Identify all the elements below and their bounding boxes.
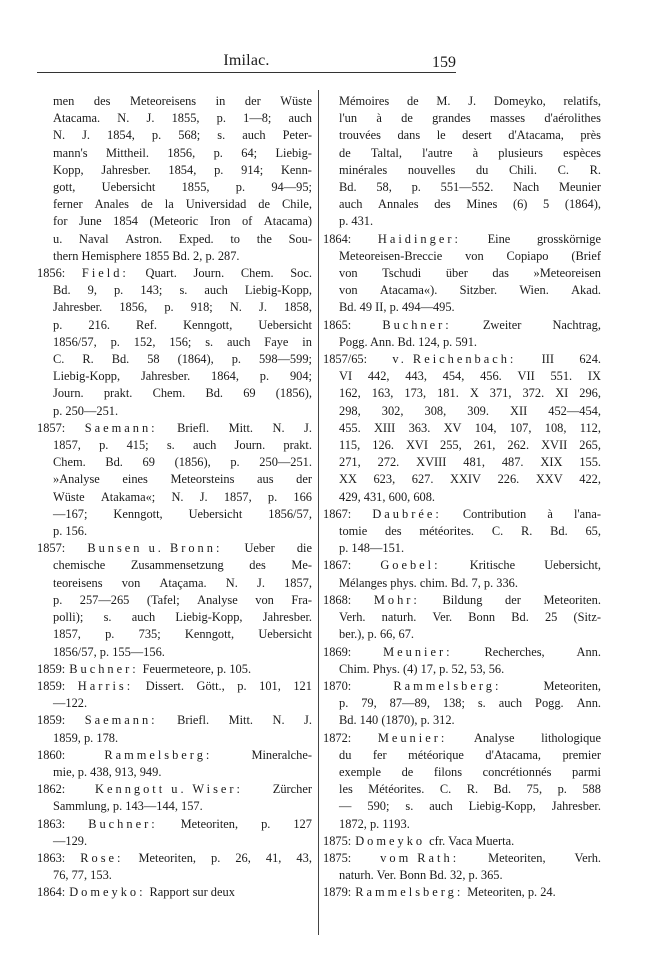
text-line: 1868: Mohr: Bildung der Meteoriten. — [323, 592, 601, 609]
text-line: 1863: Rose: Meteoriten, p. 26, 41, 43, — [37, 850, 312, 867]
column-divider — [318, 90, 319, 935]
text-line: 1860: Rammelsberg: Mineralche- — [37, 747, 312, 764]
text-line: 1859, p. 178. — [53, 730, 119, 745]
entry-year: 1879: — [323, 885, 352, 900]
entry-author: Bunsen u. Bronn: — [87, 541, 223, 556]
text-line: 1872, p. 1193. — [339, 816, 410, 831]
text-line: gott, Uebersicht 1855, p. 94—95; — [53, 180, 312, 195]
page-number: 159 — [432, 54, 456, 71]
text-line: 1859: Harris: Dissert. Gött., p. 101, 121 — [37, 678, 312, 695]
entry-author: Rammelsberg: — [393, 678, 502, 693]
text-line: 1864: Domeyko: Rapport sur deux — [37, 884, 312, 901]
text-line: Jahresber. 1856, p. 918; N. J. 1858, — [53, 300, 312, 315]
text-line: les Météorites. C. R. Bd. 75, p. 588 — [339, 782, 601, 797]
text-line: p. 156. — [53, 524, 88, 539]
text-line: —129. — [53, 833, 88, 848]
text-line: polli); s. auch Liebig-Kopp, Jahresber. — [53, 610, 312, 625]
entry-year: 1857: — [37, 420, 66, 435]
continued-paragraph — [339, 93, 601, 231]
text-line: N. J. 1854, p. 568; s. auch Peter- — [53, 128, 312, 143]
entry-year: 1863: — [37, 816, 66, 831]
bibliography-entry — [37, 747, 312, 781]
text-line: 1859: Saemann: Briefl. Mitt. N. J. — [37, 712, 312, 729]
text-line: von Tschudi über das »Meteoreisen — [339, 266, 601, 281]
entry-year: 1867: — [323, 506, 352, 521]
bibliography-entry — [323, 884, 601, 901]
text-line: Bd. 58, p. 551—552. Nach Meunier — [339, 180, 601, 195]
bibliography-entry — [323, 678, 601, 730]
text-line: —122. — [53, 696, 88, 711]
bibliography-entry — [323, 557, 601, 591]
entry-year: 1859: — [37, 713, 66, 728]
text-line: 1857, p. 415; s. auch Journ. prakt. — [53, 438, 312, 453]
entry-year: 1872: — [323, 730, 352, 745]
text-line: Atacama. N. J. 1855, p. 1—8; auch — [53, 111, 312, 126]
entry-year: 1856: — [37, 266, 66, 281]
text-line: ferner Anales de la Universidad de Chile, — [53, 197, 312, 212]
bibliography-entry — [37, 712, 312, 746]
text-line: ber.), p. 66, 67. — [339, 627, 415, 642]
text-line: Bd. 9, p. 143; s. auch Liebig-Kopp, — [53, 283, 312, 298]
entry-year: 1875: — [323, 833, 352, 848]
text-line: p. 431. — [339, 214, 374, 229]
text-line: 162, 163, 173, 181. X 371, 372. XI 296, — [339, 386, 601, 401]
text-line: 1863: Buchner: Meteoriten, p. 127 — [37, 816, 312, 833]
bibliography-entry — [323, 833, 601, 850]
entry-year: 1870: — [323, 678, 352, 693]
text-line: 1864: Haidinger: Eine grosskörnige — [323, 231, 601, 248]
text-line: Kopp, Jahresber. 1854, p. 914; Kenn- — [53, 162, 312, 177]
text-line: Chim. Phys. (4) 17, p. 52, 53, 56. — [339, 661, 505, 676]
text-line: 1867: Goebel: Kritische Uebersicht, — [323, 557, 601, 574]
text-line: 1859: Buchner: Feuermeteore, p. 105. — [37, 661, 312, 678]
text-line: mie, p. 438, 913, 949. — [53, 764, 162, 779]
entry-year: 1868: — [323, 592, 352, 607]
text-line: u. Naval Astron. Exped. to the Sou- — [53, 231, 312, 246]
text-line: 1875: Domeyko cfr. Vaca Muerta. — [323, 833, 601, 850]
entry-year: 1867: — [323, 558, 352, 573]
entry-author: Goebel: — [380, 558, 441, 573]
entry-author: Field: — [81, 266, 129, 281]
text-line: p. 148—151. — [339, 541, 405, 556]
text-line: de Taltal, l'autre à plusieurs espèces — [339, 145, 601, 160]
bibliography-entry — [37, 816, 312, 850]
entry-year: 1865: — [323, 317, 352, 332]
text-line: —167; Kenngott, Uebersicht 1856/57, — [53, 506, 312, 521]
text-line: minérales nouvelles du Chili. C. R. — [339, 162, 601, 177]
entry-author: Haidinger: — [377, 231, 461, 246]
entry-author: Buchner: — [382, 317, 452, 332]
right-column — [323, 93, 601, 902]
text-line: 298, 302, 308, 309. XII 452—454, — [339, 403, 601, 418]
entry-year: 1859: — [37, 678, 66, 693]
entry-year: 1860: — [37, 747, 66, 762]
bibliography-entry — [37, 884, 312, 901]
entry-year: 1859: — [37, 661, 66, 676]
bibliography-entry — [37, 850, 312, 884]
bibliography-entry — [37, 420, 312, 540]
text-line: naturh. Ver. Bonn Bd. 32, p. 365. — [339, 868, 503, 883]
text-line: chemische Zusammensetzung des Me- — [53, 558, 312, 573]
entry-year: 1857: — [37, 541, 66, 556]
text-line: thern Hemisphere 1855 Bd. 2, p. 287. — [53, 248, 240, 263]
text-line: XX 623, 627. XXIV 226. XXV 422, — [339, 472, 601, 487]
bibliography-entry — [323, 317, 601, 351]
text-line: 115, 126. XVI 255, 261, 262. XVII 265, — [339, 438, 601, 453]
text-line: 429, 431, 600, 608. — [339, 489, 436, 504]
running-title: Imilac. — [223, 52, 270, 69]
entry-author: Rammelsberg: — [104, 747, 213, 762]
bibliography-entry — [323, 644, 601, 678]
entry-author: Kenngott u. Wiser: — [95, 782, 243, 797]
text-line: for June 1854 (Meteoric Iron of Atacama) — [53, 214, 312, 229]
text-line: 1870: Rammelsberg: Meteoriten, — [323, 678, 601, 695]
entry-author: Meunier: — [377, 730, 448, 745]
bibliography-entry — [323, 506, 601, 558]
bibliography-entry — [37, 781, 312, 815]
text-line: Journ. prakt. Chem. Bd. 69 (1856), — [53, 386, 312, 401]
entry-author: Saemann: — [84, 713, 158, 728]
text-line: 1856/57, p. 152, 156; s. auch Faye in — [53, 334, 312, 349]
bibliography-entry — [37, 661, 312, 678]
text-line: l'un à de grandes masses d'aérolithes — [339, 111, 601, 126]
text-line: Bd. 140 (1870), p. 312. — [339, 713, 455, 728]
text-line: 1856/57, p. 155—156. — [53, 644, 165, 659]
entry-year: 1875: — [323, 850, 352, 865]
entry-author: Meunier: — [383, 644, 453, 659]
entry-author: Rammelsberg: — [355, 885, 464, 900]
text-line: 1867: Daubrée: Contribution à l'ana- — [323, 506, 601, 523]
text-line: 1857: Bunsen u. Bronn: Ueber die — [37, 540, 312, 557]
bibliography-entry — [323, 231, 601, 317]
text-line: VI 442, 443, 454, 456. VII 551. IX — [339, 369, 601, 384]
text-line: Mémoires de M. J. Domeyko, relatifs, — [339, 94, 601, 108]
entry-year: 1864: — [37, 885, 66, 900]
text-line: Wüste Atakama«; N. J. 1857, p. 166 — [53, 489, 312, 504]
text-line: p. 257—265 (Tafel; Analyse von Fra- — [53, 592, 312, 607]
entry-author: Harris: — [77, 678, 134, 693]
bibliography-entry — [37, 540, 312, 660]
text-line: exemple de filons concrétionnés parmi — [339, 764, 601, 779]
entry-year: 1864: — [323, 231, 352, 246]
entry-author: Domeyko — [355, 833, 426, 848]
left-column — [37, 93, 312, 902]
bibliography-entry — [323, 351, 601, 506]
entry-author: vom Rath: — [380, 850, 460, 865]
text-line: Verh. naturh. Ver. Bonn Bd. 25 (Sitz- — [339, 610, 601, 625]
text-line: Meteoreisen-Breccie von Copiapo (Brief — [339, 248, 601, 263]
entry-author: v. Reichenbach: — [392, 352, 517, 367]
text-line: »Analyse eines Meteorsteins aus der — [53, 472, 312, 487]
text-line: auch Annales des Mines (6) 5 (1864), — [339, 197, 601, 212]
entry-year: 1869: — [323, 644, 352, 659]
text-line: p. 79, 87—89, 138; s. auch Pogg. Ann. — [339, 696, 601, 711]
text-line: 1872: Meunier: Analyse lithologique — [323, 730, 601, 747]
bibliography-entry — [37, 265, 312, 420]
text-line: tomie des météorites. C. R. Bd. 65, — [339, 524, 601, 539]
text-line: 76, 77, 153. — [53, 868, 112, 883]
text-line: C. R. Bd. 58 (1864), p. 598—599; — [53, 352, 312, 367]
text-line: 1857/65: v. Reichenbach: III 624. — [323, 351, 601, 368]
text-line: 1857, p. 735; Kenngott, Uebersicht — [53, 627, 312, 642]
text-line: 1875: vom Rath: Meteoriten, Verh. — [323, 850, 601, 867]
text-line: teoreisens von Ataçama. N. J. 1857, — [53, 575, 312, 590]
page-header — [37, 52, 456, 74]
entry-author: Saemann: — [84, 420, 158, 435]
bibliography-entry — [323, 730, 601, 833]
text-line: 1857: Saemann: Briefl. Mitt. N. J. — [37, 420, 312, 437]
bibliography-entry — [323, 592, 601, 644]
entry-author: Mohr: — [373, 592, 420, 607]
entry-author: Buchner: — [69, 661, 139, 676]
text-line: Sammlung, p. 143—144, 157. — [53, 799, 203, 814]
text-line: men des Meteoreisens in der Wüste — [53, 94, 312, 108]
text-line: du fer météorique d'Atacama, premier — [339, 747, 601, 762]
text-line: mann's Mittheil. 1856, p. 64; Liebig- — [53, 145, 312, 160]
text-line: Mélanges phys. chim. Bd. 7, p. 336. — [339, 575, 518, 590]
text-line: p. 216. Ref. Kenngott, Uebersicht — [53, 317, 312, 332]
text-line: 1869: Meunier: Recherches, Ann. — [323, 644, 601, 661]
text-line: 455. XIII 363. XV 104, 107, 108, 112, — [339, 420, 601, 435]
text-line: — 590; s. auch Liebig-Kopp, Jahresber. — [339, 799, 601, 814]
text-line: 1856: Field: Quart. Journ. Chem. Soc. — [37, 265, 312, 282]
text-line: von Atacama«). Sitzber. Wien. Akad. — [339, 283, 601, 298]
entry-author: Daubrée: — [372, 506, 442, 521]
entry-year: 1857/65: — [323, 352, 368, 367]
continued-paragraph — [53, 93, 312, 265]
text-line: Chem. Bd. 69 (1856), p. 250—251. — [53, 455, 312, 470]
header-rule — [37, 72, 456, 73]
text-line: 1879: Rammelsberg: Meteoriten, p. 24. — [323, 884, 601, 901]
text-line: trouvées dans le desert d'Atacama, près — [339, 128, 601, 143]
text-line: 1865: Buchner: Zweiter Nachtrag, — [323, 317, 601, 334]
entry-author: Rose: — [80, 850, 124, 865]
entry-author: Domeyko: — [69, 885, 146, 900]
entry-author: Buchner: — [88, 816, 158, 831]
text-line: Pogg. Ann. Bd. 124, p. 591. — [339, 334, 478, 349]
bibliography-entry — [37, 678, 312, 712]
text-line: 271, 272. XVIII 481, 487. XIX 155. — [339, 455, 601, 470]
text-line: 1862: Kenngott u. Wiser: Zürcher — [37, 781, 312, 798]
text-line: Liebig-Kopp, Jahresber. 1864, p. 904; — [53, 369, 312, 384]
text-line: p. 250—251. — [53, 403, 119, 418]
entry-year: 1863: — [37, 850, 66, 865]
bibliography-entry — [323, 850, 601, 884]
entry-year: 1862: — [37, 782, 66, 797]
text-line: Bd. 49 II, p. 494—495. — [339, 300, 455, 315]
